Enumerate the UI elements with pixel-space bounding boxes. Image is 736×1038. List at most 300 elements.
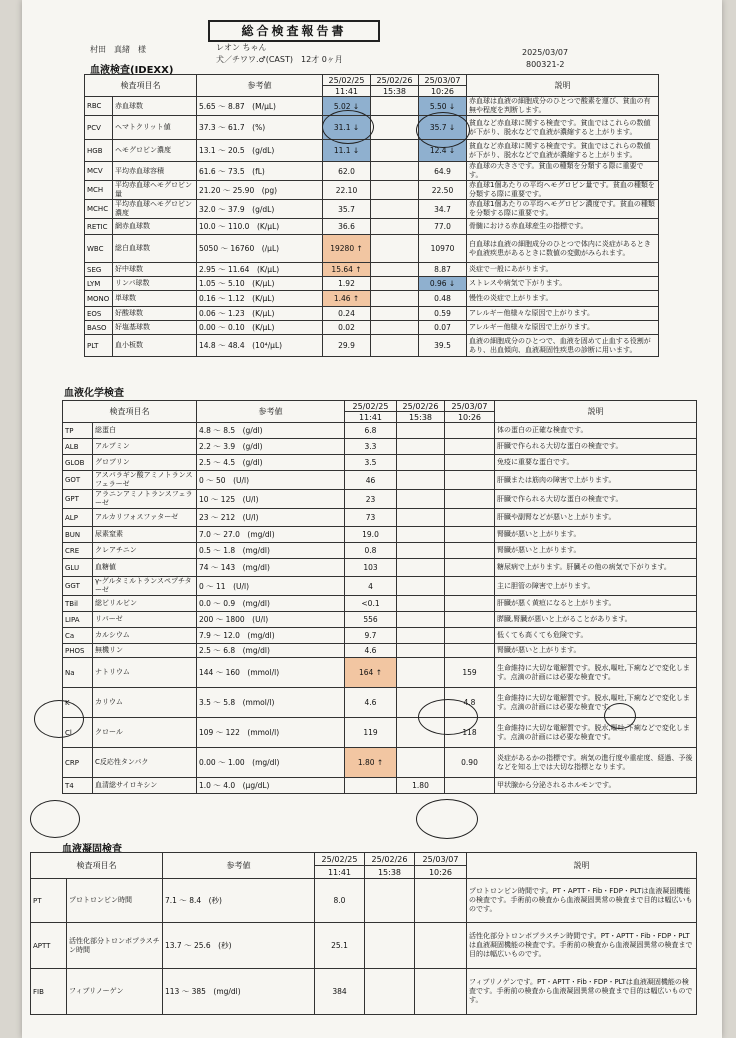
header-time-1: 11:41 <box>323 86 371 97</box>
test-name: 総ビリルビン <box>93 596 197 612</box>
result-value-3 <box>445 577 495 596</box>
table-row <box>63 596 697 612</box>
test-code: BASO <box>85 321 113 335</box>
result-value-1: 4.6 <box>345 644 397 658</box>
result-value-2 <box>397 559 445 577</box>
reference-range: 14.8 ～ 48.4 (10⁴/μL) <box>197 335 323 357</box>
result-value-1: 1.46 ↑ <box>323 291 371 307</box>
result-value-1: 103 <box>345 559 397 577</box>
table-row <box>85 307 659 321</box>
chemistry-table <box>62 400 697 794</box>
test-code: PCV <box>85 116 113 140</box>
result-value-3 <box>445 490 495 509</box>
reference-range: 7.0 ～ 27.0 (mg/dl) <box>197 527 345 543</box>
header-time-3: 10:26 <box>415 866 467 879</box>
result-value-1: 19280 ↑ <box>323 235 371 263</box>
result-value-1 <box>345 778 397 794</box>
test-name: アルブミン <box>93 439 197 455</box>
test-description: 肝臓で作られる大切な蛋白の検査です。 <box>495 490 697 509</box>
result-value-2 <box>397 596 445 612</box>
test-name: γ-グルタミルトランスペプチターゼ <box>93 577 197 596</box>
reference-range: 7.1 ～ 8.4 (秒) <box>163 879 315 923</box>
test-description: 甲状腺から分泌されるホルモンです。 <box>495 778 697 794</box>
test-description: 炎症があるかの指標です。病気の進行度や重症度、経過、予後などを知る上では大切な指標となります。 <box>495 748 697 778</box>
table-row <box>63 439 697 455</box>
result-value-3: 159 <box>445 658 495 688</box>
reference-range: 10.0 ～ 110.0 (K/μL) <box>197 219 323 235</box>
result-value-2 <box>371 181 419 200</box>
reference-range: 109 ～ 122 (mmol/l) <box>197 718 345 748</box>
coagulation-section-title: 血液凝固検査 <box>62 844 122 855</box>
result-value-3 <box>445 644 495 658</box>
test-description: 肝臓が悪く黄疸になると上がります。 <box>495 596 697 612</box>
test-code: BUN <box>63 527 93 543</box>
reference-range: 0.00 ～ 1.00 (mg/dl) <box>197 748 345 778</box>
test-description: 生命維持に大切な電解質です。脱水,嘔吐,下痢などで変化します。点滴の計画には必要な検査です。 <box>495 658 697 688</box>
hematology-table <box>84 74 659 357</box>
reference-range: 0.00 ～ 0.10 (K/μL) <box>197 321 323 335</box>
result-value-1: 19.0 <box>345 527 397 543</box>
result-value-3: 22.50 <box>419 181 467 200</box>
test-code: GLU <box>63 559 93 577</box>
result-value-1: 0.24 <box>323 307 371 321</box>
result-value-1: 0.8 <box>345 543 397 559</box>
header-time-2: 15:38 <box>397 412 445 423</box>
result-value-3: 0.96 ↓ <box>419 277 467 291</box>
test-name: アルカリフォスファターゼ <box>93 509 197 527</box>
hand-drawn-circle <box>322 110 374 144</box>
header-reference: 参考値 <box>197 75 323 97</box>
header-date-2: 25/02/26 <box>365 853 415 866</box>
test-code: ALP <box>63 509 93 527</box>
result-value-1: 31.1 ↓ <box>323 116 371 140</box>
table-row <box>63 718 697 748</box>
header-time-3: 10:26 <box>445 412 495 423</box>
test-description: 肝臓や副腎などが悪いと上がります。 <box>495 509 697 527</box>
table-row <box>85 263 659 277</box>
table-row <box>85 277 659 291</box>
table-row <box>31 969 697 1015</box>
test-description: 腎臓が悪いと上がります。 <box>495 543 697 559</box>
table-row <box>31 923 697 969</box>
test-description: 膵臓,腎臓が悪いと上がることがあります。 <box>495 612 697 628</box>
table-row <box>85 235 659 263</box>
result-value-3 <box>445 612 495 628</box>
test-description: 体の蛋白の正確な検査です。 <box>495 423 697 439</box>
test-description: 低くても高くても危険です。 <box>495 628 697 644</box>
reference-range: 0 ～ 11 (U/l) <box>197 577 345 596</box>
result-value-2 <box>397 543 445 559</box>
result-value-2 <box>371 97 419 116</box>
result-value-1: 119 <box>345 718 397 748</box>
test-name: 総白血球数 <box>113 235 197 263</box>
hand-drawn-circle <box>418 699 478 735</box>
test-description: フィブリノゲンです。PT・APTT・Fib・FDP・PLTは血液凝固機能の検査です。手術前の検査から血液凝固異常の検査まで目的は幅広いものです。 <box>467 969 697 1015</box>
result-value-2 <box>397 527 445 543</box>
result-value-3: 39.5 <box>419 335 467 357</box>
result-value-2 <box>397 490 445 509</box>
table-row <box>85 181 659 200</box>
test-description: 肝臓または筋肉の障害で上がります。 <box>495 471 697 490</box>
report-code: 800321-2 <box>526 60 565 69</box>
table-row <box>85 291 659 307</box>
test-code: CRE <box>63 543 93 559</box>
test-name: 平均赤血球容積 <box>113 162 197 181</box>
test-name: フィブリノーゲン <box>67 969 163 1015</box>
hematology-section-title: 血液検査(IDEXX) <box>90 65 174 76</box>
hand-drawn-circle <box>604 703 636 729</box>
test-code: LIPA <box>63 612 93 628</box>
test-code: GPT <box>63 490 93 509</box>
header-item: 検査項目名 <box>85 75 197 97</box>
reference-range: 7.9 ～ 12.0 (mg/dl) <box>197 628 345 644</box>
reference-range: 23 ～ 212 (U/l) <box>197 509 345 527</box>
result-value-1: 384 <box>315 969 365 1015</box>
result-value-3: 118 <box>445 718 495 748</box>
table-row <box>63 559 697 577</box>
result-value-3: 0.07 <box>419 321 467 335</box>
table-row <box>63 748 697 778</box>
report-date: 2025/03/07 <box>522 48 569 57</box>
result-value-2 <box>371 235 419 263</box>
result-value-3 <box>445 543 495 559</box>
test-description: 生命維持に大切な電解質です。脱水,嘔吐,下痢などで変化します。点滴の計画には必要な検査です。 <box>495 688 697 718</box>
test-name: アラニンアミノトランスフェラーゼ <box>93 490 197 509</box>
test-name: カルシウム <box>93 628 197 644</box>
test-name: 好塩基球数 <box>113 321 197 335</box>
result-value-3 <box>415 969 467 1015</box>
result-value-1: 15.64 ↑ <box>323 263 371 277</box>
test-description: アレルギー他様々な原因で上がります。 <box>467 307 659 321</box>
test-description: 貧血など赤血球に関する検査です。貧血ではこれらの数値が下がり、脱水などで血液が濃縮すると上がります。 <box>467 140 659 162</box>
test-code: SEG <box>85 263 113 277</box>
test-code: MCH <box>85 181 113 200</box>
reference-range: 0.0 ～ 0.9 (mg/dl) <box>197 596 345 612</box>
test-code: Cl <box>63 718 93 748</box>
table-row <box>63 423 697 439</box>
test-name: 血清総サイロキシン <box>93 778 197 794</box>
reference-range: 1.05 ～ 5.10 (K/μL) <box>197 277 323 291</box>
hand-drawn-circle <box>416 112 470 148</box>
result-value-3: 0.59 <box>419 307 467 321</box>
result-value-1: 6.8 <box>345 423 397 439</box>
test-code: MONO <box>85 291 113 307</box>
test-description: 生命維持に大切な電解質です。脱水,嘔吐,下痢などで変化します。点滴の計画には必要な検査です。 <box>495 718 697 748</box>
reference-range: 61.6 ～ 73.5 (fL) <box>197 162 323 181</box>
reference-range: 200 ～ 1800 (U/l) <box>197 612 345 628</box>
test-name: 赤血球数 <box>113 97 197 116</box>
hand-drawn-circle <box>416 799 478 839</box>
result-value-1: 25.1 <box>315 923 365 969</box>
table-row <box>63 471 697 490</box>
reference-range: 2.95 ～ 11.64 (K/μL) <box>197 263 323 277</box>
test-code: GLOB <box>63 455 93 471</box>
reference-range: 113 ～ 385 (mg/dl) <box>163 969 315 1015</box>
test-code: MCHC <box>85 200 113 219</box>
test-code: LYM <box>85 277 113 291</box>
table-row <box>63 644 697 658</box>
test-description: 赤血球1個あたりの平均ヘモグロビン量です。貧血の種類を分類する際に重要です。 <box>467 181 659 200</box>
result-value-2 <box>371 200 419 219</box>
test-name: 好中球数 <box>113 263 197 277</box>
result-value-3 <box>445 559 495 577</box>
result-value-2 <box>397 612 445 628</box>
chemistry-section-title: 血液化学検査 <box>64 388 124 399</box>
test-name: プロトロンビン時間 <box>67 879 163 923</box>
result-value-2 <box>397 509 445 527</box>
test-description: 主に胆管の障害で上がります。 <box>495 577 697 596</box>
table-row <box>63 490 697 509</box>
result-value-2 <box>371 321 419 335</box>
test-description: アレルギー他様々な原因で上がります。 <box>467 321 659 335</box>
test-code: PLT <box>85 335 113 357</box>
table-row <box>63 628 697 644</box>
result-value-2 <box>397 644 445 658</box>
patient-name: レオン ちゃん <box>216 43 267 52</box>
test-code: Na <box>63 658 93 688</box>
test-name: 網赤血球数 <box>113 219 197 235</box>
result-value-3: 0.90 <box>445 748 495 778</box>
header-date-1: 25/02/25 <box>323 75 371 86</box>
test-name: クロール <box>93 718 197 748</box>
reference-range: 13.7 ～ 25.6 (秒) <box>163 923 315 969</box>
header-time-3: 10:26 <box>419 86 467 97</box>
result-value-2 <box>365 969 415 1015</box>
table-row <box>63 577 697 596</box>
result-value-1: 29.9 <box>323 335 371 357</box>
result-value-3 <box>445 628 495 644</box>
reference-range: 0.06 ～ 1.23 (K/μL) <box>197 307 323 321</box>
result-value-1: 46 <box>345 471 397 490</box>
result-value-2 <box>365 879 415 923</box>
test-code: GGT <box>63 577 93 596</box>
result-value-1: 1.92 <box>323 277 371 291</box>
reference-range: 74 ～ 143 (mg/dl) <box>197 559 345 577</box>
result-value-2 <box>371 162 419 181</box>
reference-range: 5050 ～ 16760 (/μL) <box>197 235 323 263</box>
result-value-3 <box>445 596 495 612</box>
result-value-3 <box>445 423 495 439</box>
reference-range: 0.5 ～ 1.8 (mg/dl) <box>197 543 345 559</box>
header-date-3: 25/03/07 <box>445 401 495 412</box>
result-value-2 <box>397 577 445 596</box>
test-description: 糖尿病で上がります。肝臓その他の病気で下がります。 <box>495 559 697 577</box>
result-value-3 <box>445 778 495 794</box>
reference-range: 1.0 ～ 4.0 (μg/dL) <box>197 778 345 794</box>
table-row <box>63 658 697 688</box>
hand-drawn-circle <box>30 800 80 838</box>
owner-name: 村田 真緒 様 <box>90 45 146 54</box>
test-name: カリウム <box>93 688 197 718</box>
result-value-3: 64.9 <box>419 162 467 181</box>
test-name: 血糖値 <box>93 559 197 577</box>
header-description: 説明 <box>495 401 697 423</box>
table-row <box>85 321 659 335</box>
result-value-1: 36.6 <box>323 219 371 235</box>
report-title: 総合検査報告書 <box>208 20 380 42</box>
test-name: C反応性タンパク <box>93 748 197 778</box>
result-value-1: 0.02 <box>323 321 371 335</box>
coagulation-table <box>30 852 697 1015</box>
reference-range: 37.3 ～ 61.7 (%) <box>197 116 323 140</box>
test-name: 活性化部分トロンボプラスチン時間 <box>67 923 163 969</box>
test-description: 血液の細胞成分のひとつで、血液を固めて止血する役割があり、出血傾向、血液凝固性疾患の診断に用います。 <box>467 335 659 357</box>
result-value-2 <box>371 140 419 162</box>
test-code: PHOS <box>63 644 93 658</box>
result-value-3 <box>415 923 467 969</box>
result-value-3 <box>445 471 495 490</box>
header-time-2: 15:38 <box>371 86 419 97</box>
test-description: 白血球は血液の細胞成分のひとつで体内に炎症があるときや血液疾患があるときに数値の変動がみられます。 <box>467 235 659 263</box>
result-value-3 <box>445 527 495 543</box>
result-value-2 <box>371 116 419 140</box>
test-description: 慢性の炎症で上がります。 <box>467 291 659 307</box>
result-value-3: 8.87 <box>419 263 467 277</box>
result-value-3: 35.7 ↓ <box>419 116 467 140</box>
result-value-1: 35.7 <box>323 200 371 219</box>
test-name: リパーゼ <box>93 612 197 628</box>
result-value-3 <box>445 455 495 471</box>
result-value-2 <box>397 439 445 455</box>
reference-range: 2.5 ～ 4.5 (g/dl) <box>197 455 345 471</box>
test-description: 赤血球の大きさです。貧血の種類を分類する際に重要です。 <box>467 162 659 181</box>
header-date-2: 25/02/26 <box>397 401 445 412</box>
patient-breed: 犬／チワワ.♂(CAST) 12才 0ヶ月 <box>216 55 343 64</box>
test-code: Ca <box>63 628 93 644</box>
header-description: 説明 <box>467 853 697 879</box>
result-value-1: 8.0 <box>315 879 365 923</box>
reference-range: 2.5 ～ 6.8 (mg/dl) <box>197 644 345 658</box>
test-name: 単球数 <box>113 291 197 307</box>
test-description: ストレスや病気で下がります。 <box>467 277 659 291</box>
table-row <box>63 455 697 471</box>
test-name: 血小板数 <box>113 335 197 357</box>
test-code: K <box>63 688 93 718</box>
test-code: PT <box>31 879 67 923</box>
test-code: EOS <box>85 307 113 321</box>
result-value-2 <box>397 748 445 778</box>
result-value-1: 3.3 <box>345 439 397 455</box>
reference-range: 13.1 ～ 20.5 (g/dL) <box>197 140 323 162</box>
test-name: ヘマトクリット値 <box>113 116 197 140</box>
header-date-1: 25/02/25 <box>345 401 397 412</box>
test-name: ナトリウム <box>93 658 197 688</box>
table-row <box>63 612 697 628</box>
test-name: クレアチニン <box>93 543 197 559</box>
test-description: 炎症で一般にあがります。 <box>467 263 659 277</box>
test-name: 尿素窒素 <box>93 527 197 543</box>
reference-range: 21.20 ～ 25.90 (pg) <box>197 181 323 200</box>
reference-range: 0 ～ 50 (U/l) <box>197 471 345 490</box>
result-value-1: 22.10 <box>323 181 371 200</box>
test-description: 骨髄における赤血球産生の指標です。 <box>467 219 659 235</box>
test-code: ALB <box>63 439 93 455</box>
table-row <box>63 527 697 543</box>
result-value-1: 4 <box>345 577 397 596</box>
test-description: 免疫に重要な蛋白です。 <box>495 455 697 471</box>
result-value-1: 3.5 <box>345 455 397 471</box>
test-name: アスパラギン酸アミノトランスフェラーゼ <box>93 471 197 490</box>
reference-range: 3.5 ～ 5.8 (mmol/l) <box>197 688 345 718</box>
header-time-1: 11:41 <box>345 412 397 423</box>
table-row <box>85 140 659 162</box>
test-name: グロブリン <box>93 455 197 471</box>
reference-range: 144 ～ 160 (mmol/l) <box>197 658 345 688</box>
header-time-2: 15:38 <box>365 866 415 879</box>
test-description: 腎臓が悪いと上がります。 <box>495 644 697 658</box>
table-row <box>85 200 659 219</box>
result-value-2 <box>365 923 415 969</box>
table-row <box>85 219 659 235</box>
result-value-1: 4.6 <box>345 688 397 718</box>
result-value-2 <box>397 455 445 471</box>
result-value-2 <box>371 219 419 235</box>
reference-range: 0.16 ～ 1.12 (K/μL) <box>197 291 323 307</box>
test-description: 赤血球は血液の細胞成分のひとつで酸素を運び、貧血の有無や程度を判断します。 <box>467 97 659 116</box>
test-description: 赤血球1個あたりの平均ヘモグロビン濃度です。貧血の種類を分類する際に重要です。 <box>467 200 659 219</box>
test-name: 無機リン <box>93 644 197 658</box>
result-value-3: 4.8 <box>445 688 495 718</box>
test-code: TP <box>63 423 93 439</box>
result-value-3 <box>445 509 495 527</box>
result-value-2 <box>371 291 419 307</box>
result-value-2 <box>397 658 445 688</box>
header-date-3: 25/03/07 <box>419 75 467 86</box>
table-row <box>63 778 697 794</box>
header-description: 説明 <box>467 75 659 97</box>
test-code: HGB <box>85 140 113 162</box>
result-value-1: 9.7 <box>345 628 397 644</box>
header-item: 検査項目名 <box>63 401 197 423</box>
test-description: 活性化部分トロンボプラスチン時間です。PT・APTT・Fib・FDP・PLTは血液凝固機能の検査です。手術前の検査から血液凝固異常の検査まで目的は幅広いものです。 <box>467 923 697 969</box>
test-name: 総蛋白 <box>93 423 197 439</box>
test-code: CRP <box>63 748 93 778</box>
header-date-3: 25/03/07 <box>415 853 467 866</box>
result-value-1: 5.02 ↓ <box>323 97 371 116</box>
test-description: プロトロンビン時間です。PT・APTT・Fib・FDP・PLTは血液凝固機能の検査です。手術前の検査から血液凝固異常の検査まで目的は幅広いものです。 <box>467 879 697 923</box>
result-value-1: 23 <box>345 490 397 509</box>
reference-range: 4.8 ～ 8.5 (g/dl) <box>197 423 345 439</box>
result-value-1: 62.0 <box>323 162 371 181</box>
test-name: 平均赤血球ヘモグロビン濃度 <box>113 200 197 219</box>
result-value-3: 12.4 ↓ <box>419 140 467 162</box>
result-value-1: 164 ↑ <box>345 658 397 688</box>
table-row <box>85 335 659 357</box>
test-name: 好酸球数 <box>113 307 197 321</box>
result-value-2 <box>371 335 419 357</box>
header-time-1: 11:41 <box>315 866 365 879</box>
result-value-1: 556 <box>345 612 397 628</box>
result-value-3: 5.50 ↓ <box>419 97 467 116</box>
test-name: ヘモグロビン濃度 <box>113 140 197 162</box>
table-row <box>63 688 697 718</box>
header-reference: 参考値 <box>197 401 345 423</box>
test-code: RBC <box>85 97 113 116</box>
result-value-2 <box>371 263 419 277</box>
header-reference: 参考値 <box>163 853 315 879</box>
test-code: MCV <box>85 162 113 181</box>
table-row <box>85 97 659 116</box>
result-value-3: 77.0 <box>419 219 467 235</box>
result-value-2 <box>397 628 445 644</box>
reference-range: 5.65 ～ 8.87 (M/μL) <box>197 97 323 116</box>
hand-drawn-circle <box>34 700 84 738</box>
table-row <box>85 162 659 181</box>
test-description: 腎臓が悪いと上がります。 <box>495 527 697 543</box>
result-value-3: 0.48 <box>419 291 467 307</box>
result-value-3: 10970 <box>419 235 467 263</box>
table-row <box>63 509 697 527</box>
